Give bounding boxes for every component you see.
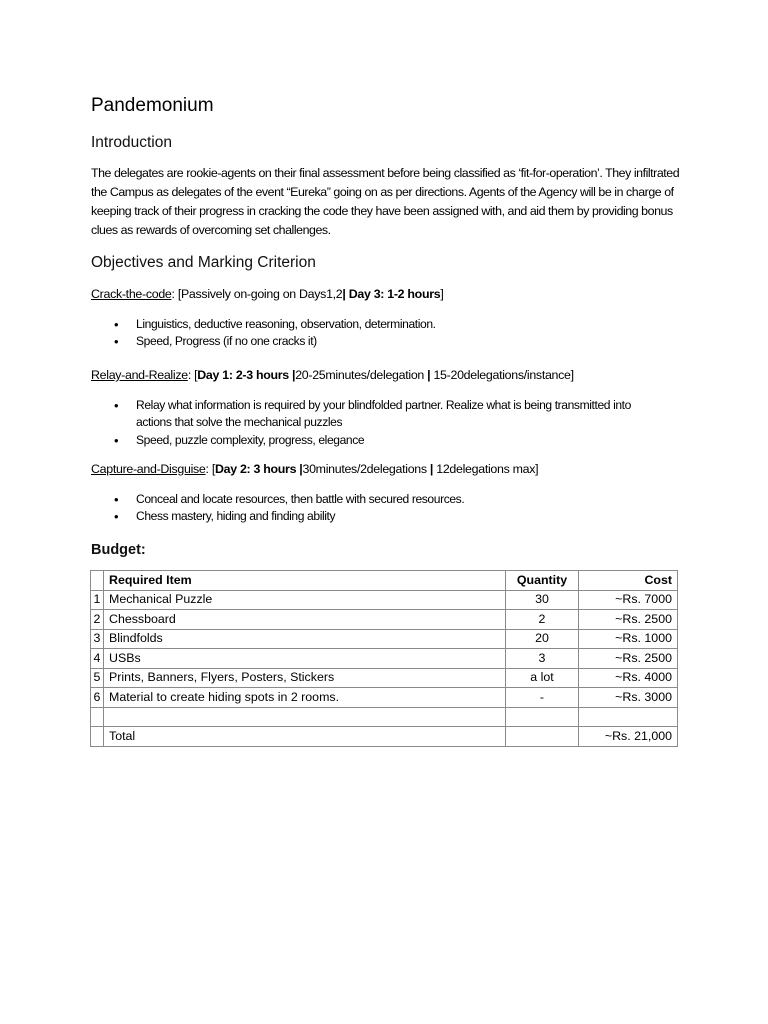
- row-cost: [579, 707, 678, 727]
- table-header-row: [91, 571, 678, 591]
- relay-and-realize-line: Relay-and-Realize: [Day 1: 2-3 hours |20-25minutes/delegation | 15-20delegations/instance]: [91, 368, 574, 382]
- row-cost: ~Rs. 1000: [579, 629, 678, 649]
- table-row: [91, 668, 678, 688]
- row-quantity: a lot: [506, 668, 579, 688]
- row-quantity: [506, 707, 579, 727]
- introduction-paragraph: The delegates are rookie-agents on their final assessment before being classified as ‘fit-for-operation’. They infiltrated the Campus as delegates of the event “Eureka” going on as per directions. Agents of the Agency will be in charge of keeping track of their progress in cracking the code they have been assigned with, and aid them by providing bonus clues as rewards of overcoming set challenges.: [91, 166, 680, 238]
- budget-table: [90, 570, 678, 747]
- introduction-heading: Introduction: [91, 134, 172, 151]
- table-row: [91, 688, 678, 708]
- row-item: Chessboard: [104, 610, 506, 630]
- total-cost: ~Rs. 21,000: [579, 727, 678, 747]
- row-cost: ~Rs. 2500: [579, 610, 678, 630]
- capture-and-disguise-line: Capture-and-Disguise: [Day 2: 3 hours |30minutes/2delegations | 12delegations max]: [91, 462, 539, 476]
- row-item: Material to create hiding spots in 2 rooms.: [104, 688, 506, 708]
- row-number: 1: [91, 590, 104, 610]
- row-item: USBs: [104, 649, 506, 669]
- row-quantity: 3: [506, 649, 579, 669]
- crack-the-code-title: Crack-the-code: [91, 287, 172, 301]
- row-cost: ~Rs. 3000: [579, 688, 678, 708]
- crack-the-code-day: Day 3: 1-2 hours: [348, 287, 441, 301]
- table-row: [91, 590, 678, 610]
- capture-and-disguise-title: Capture-and-Disguise: [91, 462, 206, 476]
- list-item: • Conceal and locate resources, then battle with secured resources.: [91, 491, 631, 508]
- row-cost: ~Rs. 7000: [579, 590, 678, 610]
- row-quantity: 2: [506, 610, 579, 630]
- total-label: Total: [104, 727, 506, 747]
- relay-and-realize-title: Relay-and-Realize: [91, 368, 188, 382]
- table-row: [91, 610, 678, 630]
- row-item: [104, 707, 506, 727]
- row-item: Mechanical Puzzle: [104, 590, 506, 610]
- table-row: [91, 629, 678, 649]
- capture-and-disguise-criteria: [91, 491, 631, 526]
- row-quantity: 20: [506, 629, 579, 649]
- column-header-cost: Cost: [579, 571, 678, 591]
- row-number: [91, 707, 104, 727]
- crack-the-code-schedule: Passively on-going on Days1,2: [180, 287, 343, 301]
- row-number: 5: [91, 668, 104, 688]
- row-quantity: [506, 727, 579, 747]
- row-quantity: 30: [506, 590, 579, 610]
- row-cost: ~Rs. 2500: [579, 649, 678, 669]
- column-header-number: [91, 571, 104, 591]
- list-item: • Speed, puzzle complexity, progress, elegance: [91, 432, 631, 449]
- row-quantity: -: [506, 688, 579, 708]
- table-row: [91, 649, 678, 669]
- document-title: Pandemonium: [91, 95, 214, 116]
- relay-and-realize-day: Day 1: 2-3 hours |: [197, 368, 296, 382]
- list-item: • Relay what information is required by your blindfolded partner. Realize what is being transmitted into actions that solve the mechanical puzzles: [91, 397, 631, 432]
- row-number: 2: [91, 610, 104, 630]
- row-item: Blindfolds: [104, 629, 506, 649]
- row-number: [91, 727, 104, 747]
- capture-and-disguise-day: Day 2: 3 hours |: [214, 462, 303, 476]
- list-item: • Chess mastery, hiding and finding ability: [91, 508, 631, 525]
- objectives-heading: Objectives and Marking Criterion: [91, 254, 316, 271]
- row-number: 3: [91, 629, 104, 649]
- crack-the-code-line: Crack-the-code: [Passively on-going on Days1,2| Day 3: 1-2 hours]: [91, 287, 444, 301]
- relay-and-realize-criteria: [91, 397, 631, 449]
- row-number: 4: [91, 649, 104, 669]
- row-item: Prints, Banners, Flyers, Posters, Stickers: [104, 668, 506, 688]
- column-header-quantity: Quantity: [506, 571, 579, 591]
- list-item: • Linguistics, deductive reasoning, observation, determination.: [91, 316, 631, 333]
- table-total-row: [91, 727, 678, 747]
- list-item: • Speed, Progress (if no one cracks it): [91, 333, 631, 350]
- table-row-empty: [91, 707, 678, 727]
- budget-heading: Budget:: [91, 542, 146, 558]
- column-header-item: Required Item: [104, 571, 506, 591]
- row-cost: ~Rs. 4000: [579, 668, 678, 688]
- row-number: 6: [91, 688, 104, 708]
- crack-the-code-criteria: [91, 316, 631, 351]
